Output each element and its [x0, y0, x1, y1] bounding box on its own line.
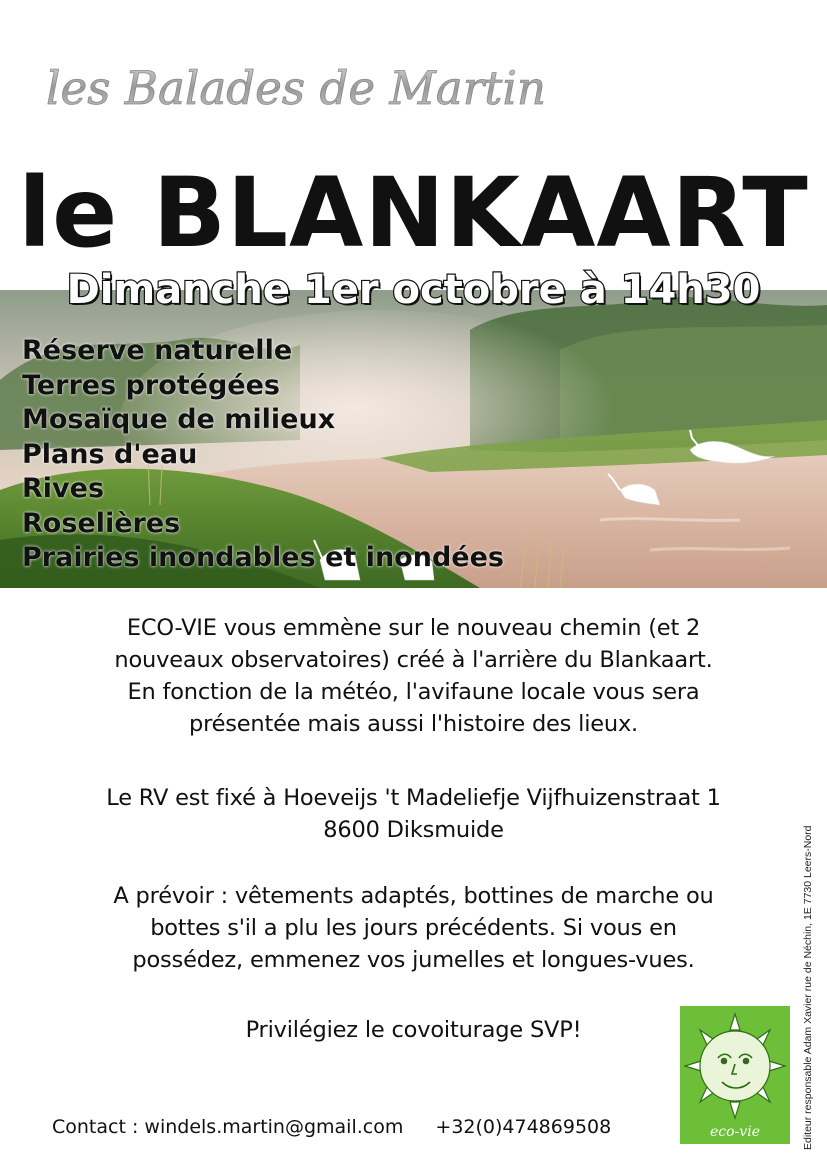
description-line: En fonction de la météo, l'avifaune locale vous sera [127, 679, 700, 705]
meeting-point-line: Le RV est fixé à Hoeveijs 't Madeliefje Vijfhuizenstraat 1 [106, 785, 721, 811]
equipment-line: bottes s'il a plu les jours précédents. Si vous en [150, 915, 677, 941]
publisher-note: Editeur responsable Adam Xavier rue de Néchin, 1E 7730 Leers-Nord [802, 825, 814, 1150]
feature-item: Roselières [22, 507, 181, 539]
description-line: ECO-VIE vous emmène sur le nouveau chemin (et 2 [126, 615, 701, 641]
script-title [40, 46, 560, 126]
event-title: le BLANKAART [18, 157, 809, 269]
meeting-point-paragraph [0, 782, 827, 846]
sun-logo [680, 1006, 790, 1144]
contact-email: Contact : windels.martin@gmail.com [52, 1116, 404, 1138]
feature-item: Prairies inondables et inondées [22, 542, 504, 573]
meeting-point-line: 8600 Diksmuide [323, 817, 504, 843]
contact-phone: +32(0)474869508 [435, 1116, 612, 1138]
description-line: nouveaux observatoires) créé à l'arrière du Blankaart. [114, 647, 713, 673]
carpool-note: Privilégiez le covoiturage SVP! [245, 1017, 582, 1043]
feature-item: Mosaïque de milieux [22, 404, 336, 435]
feature-item: Terres protégées [22, 369, 280, 401]
feature-item: Plans d'eau [22, 438, 198, 470]
description-paragraph [0, 612, 827, 740]
contact-line [52, 1112, 611, 1142]
script-title-text: les Balades de Martin [46, 61, 546, 115]
script-title-art [40, 46, 560, 126]
equipment-line: A prévoir : vêtements adaptés, bottines de marche ou [113, 883, 714, 909]
features-list [22, 334, 504, 576]
event-date: Dimanche 1er octobre à 14h30 [66, 267, 761, 313]
description-line: présentée mais aussi l'histoire des lieux. [188, 711, 639, 737]
logo-text: eco-vie [710, 1124, 760, 1140]
equipment-paragraph [0, 880, 827, 976]
equipment-line: possédez, emmenez vos jumelles et longues-vues. [132, 947, 695, 973]
feature-item: Réserve naturelle [22, 335, 293, 366]
feature-item: Rives [22, 473, 105, 504]
eco-vie-logo-icon [680, 1006, 790, 1144]
